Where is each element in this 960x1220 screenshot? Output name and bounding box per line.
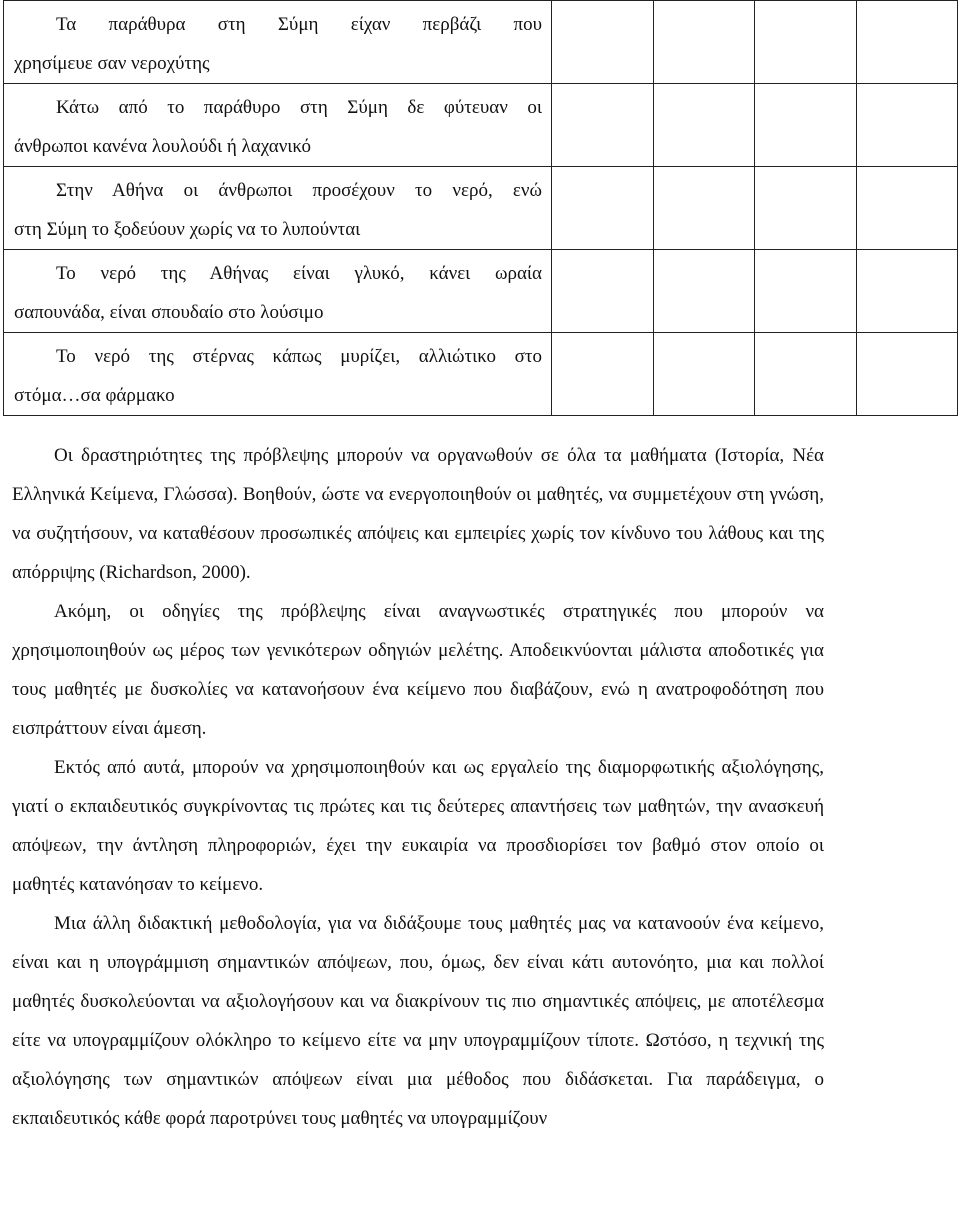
statement-line: Στην Αθήνα οι άνθρωποι προσέχουν το νερό, ενώ: [56, 180, 542, 201]
paragraph: Εκτός από αυτά, μπορούν να χρησιμοποιηθούν και ως εργαλείο της διαμορφωτικής αξιολόγησης, γιατί ο εκπαιδευτικός συγκρίνοντας τις πρώτες και τις δεύτερες απαντήσεις των μαθητών, την ανασκευή απόψεων, την άντληση πληροφοριών, έχει την ευκαιρία να προσδιορίσει τον βαθμό στον οποίο οι μαθητές κατανόησαν το κείμενο.: [12, 757, 824, 895]
table-row: [4, 84, 958, 167]
statement-cell: [4, 250, 552, 333]
answer-cell[interactable]: [755, 1, 857, 84]
paragraph: Μια άλλη διδακτική μεθοδολογία, για να διδάξουμε τους μαθητές μας να κατανοούν ένα κείμενο, είναι και η υπογράμμιση σημαντικών απόψεων, που, όμως, δεν είναι κάτι αυτονόητο, μια και πολλοί μαθητές δυσκολεύονται να αξιολογήσουν και να διακρίνουν τις πιο σημαντικές απόψεις, με αποτέλεσμα είτε να υπογραμμίζουν ολόκληρο το κείμενο είτε να μην υπογραμμίζουν τίποτε. Ωστόσο, η τεχνική της αξιολόγησης των σημαντικών απόψεων είναι μια μέθοδος που διδάσκεται. Για παράδειγμα, ο εκπαιδευτικός κάθε φορά παροτρύνει τους μαθητές να υπογραμμίζουν: [12, 913, 824, 1129]
paragraph: Ακόμη, οι οδηγίες της πρόβλεψης είναι αναγνωστικές στρατηγικές που μπορούν να χρησιμοποιηθούν ως μέρος των γενικότερων οδηγιών μελέτης. Αποδεικνύονται μάλιστα αποδοτικές για τους μαθητές με δυσκολίες να κατανοήσουν ένα κείμενο που διαβάζουν, ενώ η ανατροφοδότηση που εισπράττουν είναι άμεση.: [12, 601, 824, 739]
statements-table: [3, 0, 958, 416]
answer-cell[interactable]: [755, 84, 857, 167]
paragraph: Οι δραστηριότητες της πρόβλεψης μπορούν να οργανωθούν σε όλα τα μαθήματα (Ιστορία, Νέα Ελληνικά Κείμενα, Γλώσσα). Βοηθούν, ώστε να ενεργοποιηθούν οι μαθητές, να συμμετέχουν στη γνώση, να συζητήσουν, να καταθέσουν προσωπικές απόψεις και εμπειρίες χωρίς τον κίνδυνο του λάθους και της απόρριψης (Richardson, 2000).: [12, 445, 824, 583]
table-row: [4, 333, 958, 416]
statement-line: χρησίμευε σαν νεροχύτης: [14, 53, 210, 74]
statement-line: Κάτω από το παράθυρο στη Σύμη δε φύτευαν οι: [56, 97, 542, 118]
answer-cell[interactable]: [856, 333, 958, 416]
statement-line: στη Σύμη το ξοδεύουν χωρίς να το λυπούνται: [14, 219, 361, 240]
answer-cell[interactable]: [552, 84, 654, 167]
answer-cell[interactable]: [653, 333, 755, 416]
table-row: [4, 1, 958, 84]
statement-line: άνθρωποι κανένα λουλούδι ή λαχανικό: [14, 136, 312, 157]
answer-cell[interactable]: [755, 333, 857, 416]
statement-line: στόμα…σα φάρμακο: [14, 385, 175, 406]
answer-cell[interactable]: [653, 250, 755, 333]
answer-cell[interactable]: [552, 1, 654, 84]
answer-cell[interactable]: [552, 333, 654, 416]
answer-cell[interactable]: [653, 1, 755, 84]
statement-cell: [4, 84, 552, 167]
statement-line: Το νερό της στέρνας κάπως μυρίζει, αλλιώτικο στο: [56, 346, 542, 367]
document-body: [12, 436, 824, 1138]
answer-cell[interactable]: [856, 1, 958, 84]
statement-cell: [4, 1, 552, 84]
table-row: [4, 250, 958, 333]
answer-cell[interactable]: [653, 167, 755, 250]
statement-line: σαπουνάδα, είναι σπουδαίο στο λούσιμο: [14, 302, 324, 323]
answer-cell[interactable]: [552, 250, 654, 333]
statement-line: Το νερό της Αθήνας είναι γλυκό, κάνει ωραία: [56, 263, 542, 284]
statement-cell: [4, 167, 552, 250]
answer-cell[interactable]: [755, 167, 857, 250]
answer-cell[interactable]: [552, 167, 654, 250]
answer-cell[interactable]: [755, 250, 857, 333]
statement-cell: [4, 333, 552, 416]
statement-line: Τα παράθυρα στη Σύμη είχαν περβάζι που: [56, 14, 542, 35]
answer-cell[interactable]: [653, 84, 755, 167]
answer-cell[interactable]: [856, 250, 958, 333]
table-row: [4, 167, 958, 250]
answer-cell[interactable]: [856, 84, 958, 167]
answer-cell[interactable]: [856, 167, 958, 250]
